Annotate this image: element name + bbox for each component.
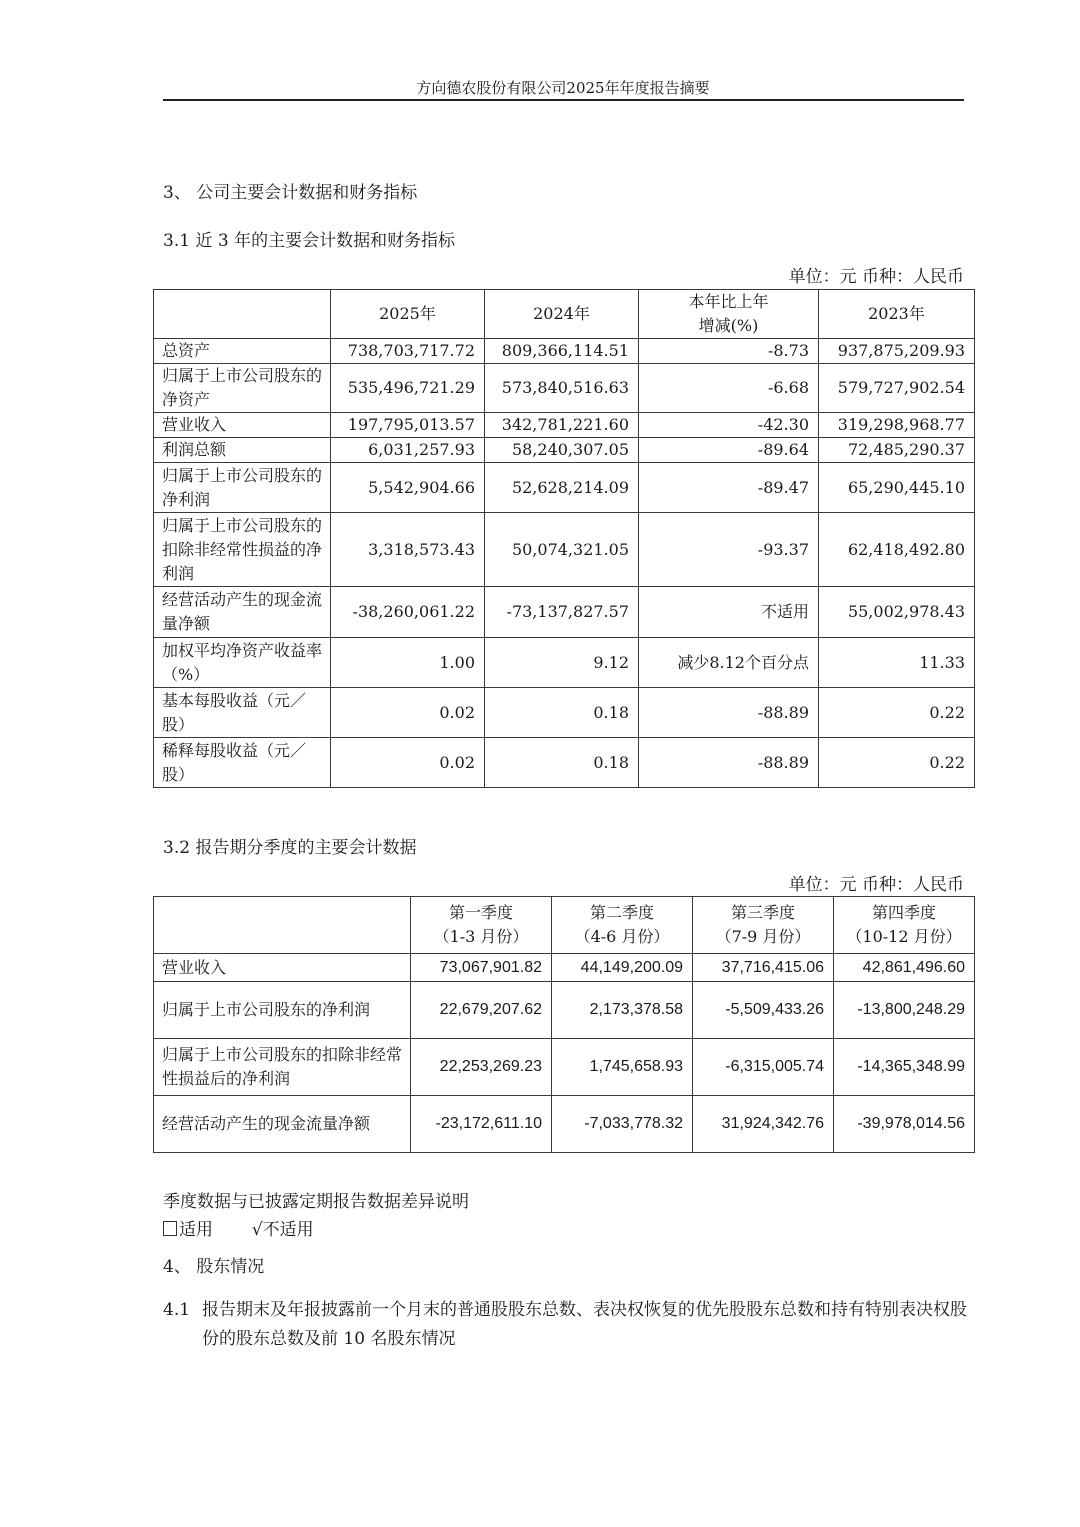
cell-value: 573,840,516.63 (485, 364, 639, 413)
table-row (154, 1096, 975, 1153)
table-row (154, 638, 975, 688)
cell-value: -73,137,827.57 (485, 587, 639, 638)
cell-value: 0.02 (331, 688, 485, 738)
cell-value: 73,067,901.82 (411, 954, 552, 982)
column-header: 第二季度 （4-6 月份） (552, 897, 693, 954)
cell-value: 1.00 (331, 638, 485, 688)
cell-value: 6,031,257.93 (331, 438, 485, 463)
row-label: 经营活动产生的现金流量净额 (154, 1096, 411, 1153)
table-row (154, 438, 975, 463)
cell-value: 535,496,721.29 (331, 364, 485, 413)
column-header (154, 290, 331, 339)
cell-value: 65,290,445.10 (819, 463, 975, 513)
column-header: 2023年 (819, 290, 975, 339)
annual-financial-table (153, 289, 975, 788)
section-3-2-heading: 3.2 报告期分季度的主要会计数据 (163, 838, 417, 858)
column-header: 2024年 (485, 290, 639, 339)
cell-value: 11.33 (819, 638, 975, 688)
section-3-1-heading: 3.1 近 3 年的主要会计数据和财务指标 (163, 231, 456, 251)
cell-value: 0.22 (819, 738, 975, 788)
cell-value: -89.64 (639, 438, 819, 463)
cell-value: 579,727,902.54 (819, 364, 975, 413)
cell-value: 5,542,904.66 (331, 463, 485, 513)
cell-value: -88.89 (639, 688, 819, 738)
cell-value: 3,318,573.43 (331, 513, 485, 587)
cell-value: 22,253,269.23 (411, 1039, 552, 1096)
cell-value: -23,172,611.10 (411, 1096, 552, 1153)
cell-value: 72,485,290.37 (819, 438, 975, 463)
table-row (154, 954, 975, 982)
table-2-unit-note: 单位：元 币种：人民币 (788, 875, 964, 895)
cell-value: 937,875,209.93 (819, 339, 975, 364)
cell-value: 9.12 (485, 638, 639, 688)
cell-value: 1,745,658.93 (552, 1039, 693, 1096)
cell-value: 22,679,207.62 (411, 982, 552, 1039)
row-label: 营业收入 (154, 954, 411, 982)
quarter-note-options (163, 1215, 314, 1240)
table-row (154, 339, 975, 364)
cell-value: -6,315,005.74 (693, 1039, 834, 1096)
table-row (154, 513, 975, 587)
row-label: 归属于上市公司股东的扣除非经常性损益的净利润 (154, 513, 331, 587)
table-row (154, 1039, 975, 1096)
cell-value: -7,033,778.32 (552, 1096, 693, 1153)
quarter-difference-note: 季度数据与已披露定期报告数据差异说明 (163, 1192, 469, 1212)
cell-value: -14,365,348.99 (834, 1039, 975, 1096)
cell-value: 0.18 (485, 688, 639, 738)
cell-value: 不适用 (639, 587, 819, 638)
table-header-row (154, 897, 975, 954)
section-4-1-text: 报告期末及年报披露前一个月末的普通股股东总数、表决权恢复的优先股股东总数和持有特别表决权股份的股东总数及前 10 名股东情况 (202, 1300, 967, 1349)
cell-value: 52,628,214.09 (485, 463, 639, 513)
column-header: 第三季度 （7-9 月份） (693, 897, 834, 954)
column-header: 第四季度 （10-12 月份） (834, 897, 975, 954)
option-not-applicable: √不适用 (251, 1220, 314, 1240)
cell-value: 0.22 (819, 688, 975, 738)
cell-value: 342,781,221.60 (485, 413, 639, 438)
cell-value: 2,173,378.58 (552, 982, 693, 1039)
row-label: 总资产 (154, 339, 331, 364)
table-header-row (154, 290, 975, 339)
cell-value: 62,418,492.80 (819, 513, 975, 587)
column-header: 本年比上年 增减(%) (639, 290, 819, 339)
cell-value: 减少8.12个百分点 (639, 638, 819, 688)
row-label: 营业收入 (154, 413, 331, 438)
cell-value: 809,366,114.51 (485, 339, 639, 364)
table-row (154, 587, 975, 638)
cell-value: 31,924,342.76 (693, 1096, 834, 1153)
row-label: 归属于上市公司股东的扣除非经常性损益后的净利润 (154, 1039, 411, 1096)
cell-value: -8.73 (639, 339, 819, 364)
row-label: 归属于上市公司股东的净利润 (154, 463, 331, 513)
report-header-title: 方向德农股份有限公司2025年年度报告摘要 (416, 79, 710, 97)
cell-value: 738,703,717.72 (331, 339, 485, 364)
section-3-heading: 3、 公司主要会计数据和财务指标 (163, 183, 418, 203)
section-4-heading: 4、 股东情况 (163, 1257, 265, 1277)
cell-value: 58,240,307.05 (485, 438, 639, 463)
table-1-unit-note: 单位：元 币种：人民币 (788, 267, 964, 287)
cell-value: -6.68 (639, 364, 819, 413)
cell-value: 0.02 (331, 738, 485, 788)
unchecked-box-icon (163, 1221, 177, 1236)
cell-value: -42.30 (639, 413, 819, 438)
table-row (154, 982, 975, 1039)
cell-value: 319,298,968.77 (819, 413, 975, 438)
table-row (154, 413, 975, 438)
cell-value: 197,795,013.57 (331, 413, 485, 438)
row-label: 利润总额 (154, 438, 331, 463)
column-header: 第一季度 （1-3 月份） (411, 897, 552, 954)
row-label: 经营活动产生的现金流量净额 (154, 587, 331, 638)
cell-value: -39,978,014.56 (834, 1096, 975, 1153)
row-label: 归属于上市公司股东的净利润 (154, 982, 411, 1039)
table-row (154, 688, 975, 738)
header-divider (163, 99, 964, 101)
cell-value: 37,716,415.06 (693, 954, 834, 982)
cell-value: 0.18 (485, 738, 639, 788)
row-label: 基本每股收益（元／股） (154, 688, 331, 738)
cell-value: -13,800,248.29 (834, 982, 975, 1039)
row-label: 归属于上市公司股东的净资产 (154, 364, 331, 413)
row-label: 加权平均净资产收益率（%） (154, 638, 331, 688)
cell-value: 55,002,978.43 (819, 587, 975, 638)
cell-value: -5,509,433.26 (693, 982, 834, 1039)
table-row (154, 738, 975, 788)
table-row (154, 364, 975, 413)
section-4-1-number: 4.1 (163, 1300, 191, 1320)
cell-value: -88.89 (639, 738, 819, 788)
cell-value: -93.37 (639, 513, 819, 587)
cell-value: -38,260,061.22 (331, 587, 485, 638)
cell-value: -89.47 (639, 463, 819, 513)
option-applicable: 适用 (179, 1220, 213, 1240)
row-label: 稀释每股收益（元／股） (154, 738, 331, 788)
section-4-1-paragraph (163, 1296, 973, 1354)
cell-value: 44,149,200.09 (552, 954, 693, 982)
quarterly-financial-table (153, 896, 975, 1153)
cell-value: 42,861,496.60 (834, 954, 975, 982)
column-header: 2025年 (331, 290, 485, 339)
table-row (154, 463, 975, 513)
cell-value: 50,074,321.05 (485, 513, 639, 587)
column-header (154, 897, 411, 954)
